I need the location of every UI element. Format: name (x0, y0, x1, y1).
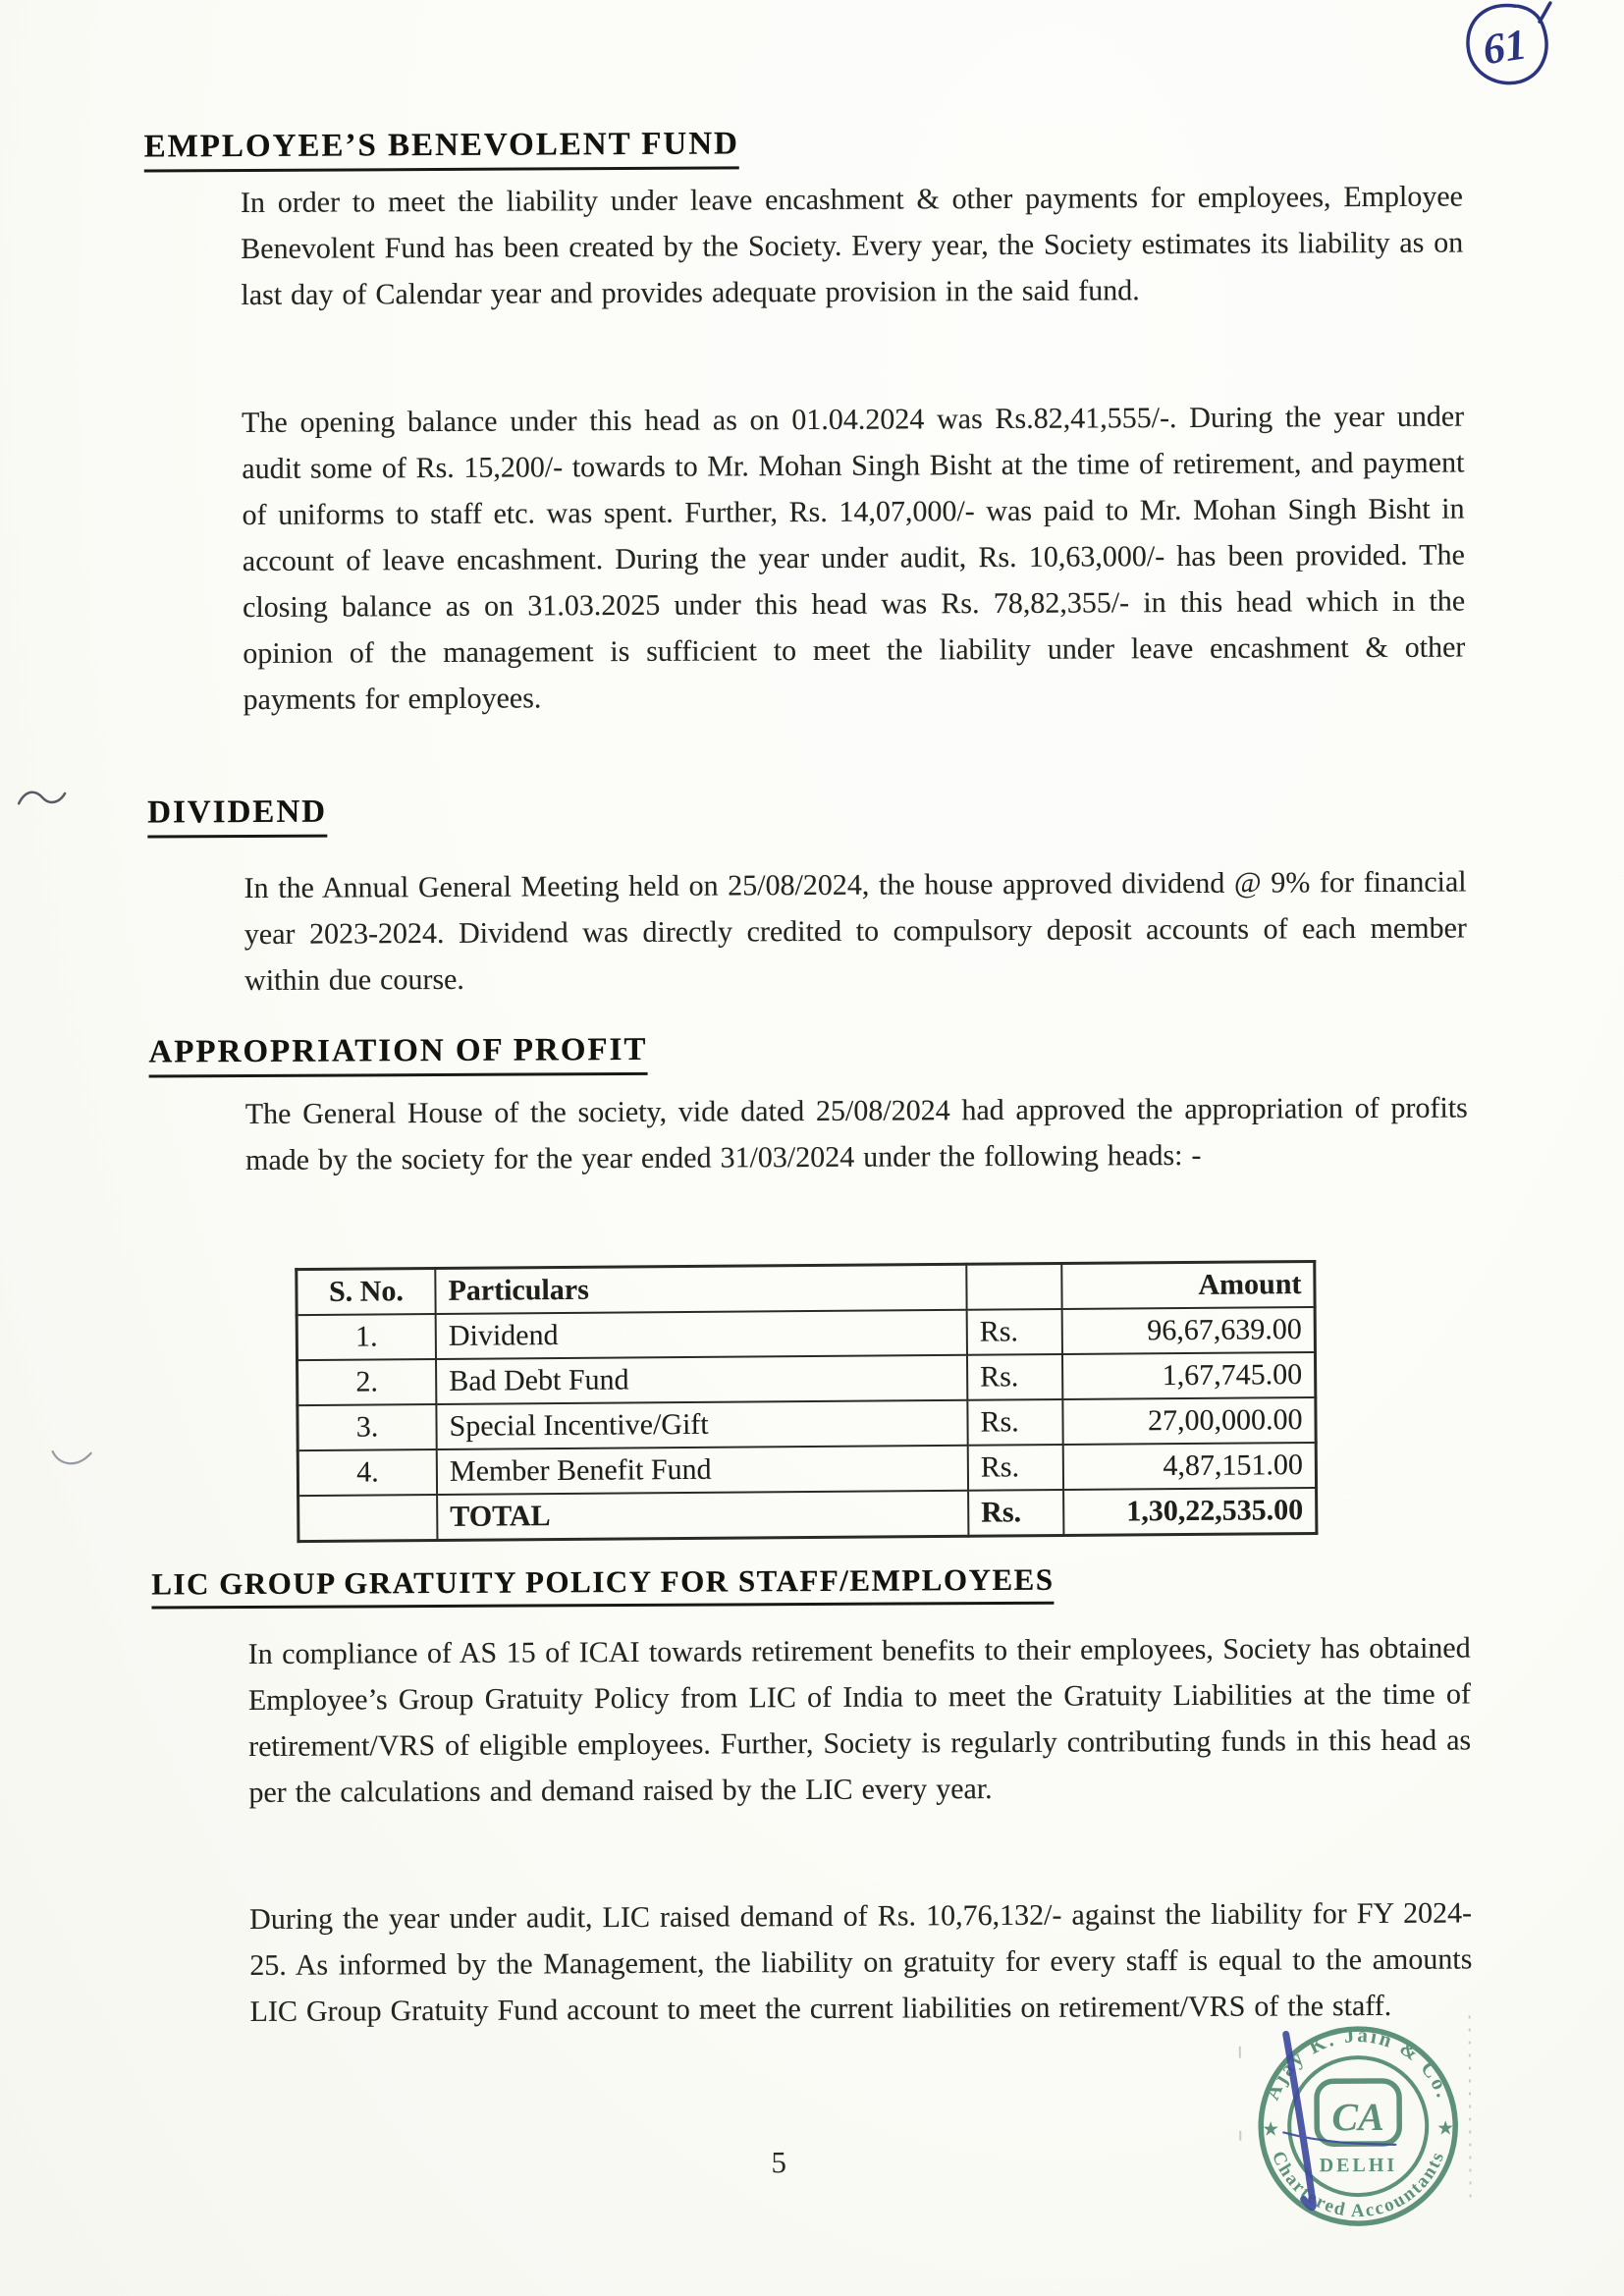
section-heading-dividend: DIVIDEND (147, 794, 327, 839)
ca-firm-stamp (1238, 2005, 1479, 2262)
paragraph-benevolent-fund-2: The opening balance under this head as on 01.04.2024 was Rs.82,41,555/-. During the year under audit some of Rs. 15,200/- towards to Mr. Mohan Singh Bisht at the time of retirement, and payment of uniforms to staff etc. was spent. Further, Rs. 14,07,000/- was paid to Mr. Mohan Singh Bisht in account of leave encashment. During the year under audit, Rs. 10,63,000/- has been provided. The closing balance as on 31.03.2025 under this head was Rs. 78,82,355/- in this head which in the opinion of the management is sufficient to meet the liability under leave encashment & other payments for employees. (242, 400, 1466, 717)
section-heading-appropriation-of-profit: APPROPRIATION OF PROFIT (148, 1032, 647, 1078)
cell-sno: 3. (298, 1404, 437, 1450)
cell-currency: Rs. (967, 1399, 1062, 1446)
cell-amount: 4,87,151.00 (1062, 1443, 1316, 1490)
cell-particulars: Bad Debt Fund (436, 1355, 967, 1404)
cell-total-label: TOTAL (437, 1491, 968, 1541)
paragraph-lic-gratuity-2: During the year under audit, LIC raised demand of Rs. 10,76,132/- against the liability for FY 2024-25. As informed by the Management, the liability on gratuity for every staff is equal to the amounts LIC Group Gratuity Fund account to meet the current liabilities on retirement/VRS of the staff. (249, 1896, 1473, 2029)
stamp-firm-name: Ajay K. Jain & Co. (1260, 2022, 1457, 2104)
table-header-row (297, 1261, 1315, 1315)
cell-particulars: Dividend (436, 1310, 967, 1359)
table-total-row (298, 1488, 1317, 1542)
section-heading-lic-gratuity: LIC GROUP GRATUITY POLICY FOR STAFF/EMPLOYEES (151, 1562, 1054, 1610)
margin-mark (49, 1444, 96, 1473)
appropriation-table (295, 1260, 1318, 1543)
margin-mark (16, 782, 69, 813)
star-icon: ★ (1436, 2117, 1455, 2140)
table-row (297, 1307, 1315, 1360)
cell-sno: 1. (297, 1314, 436, 1360)
star-icon: ★ (1262, 2118, 1280, 2141)
stamp-city: DELHI (1319, 2154, 1398, 2177)
cell-currency: Rs. (968, 1490, 1063, 1536)
paragraph-dividend: In the Annual General Meeting held on 25/08/2024, the house approved dividend @ 9% for financial year 2023-2024. Dividend was directly credited to compulsory deposit accounts of each member within due course. (244, 865, 1467, 998)
cell-amount: 1,67,745.00 (1062, 1352, 1316, 1399)
header-sno: S. No. (297, 1268, 436, 1315)
cell-currency: Rs. (968, 1445, 1063, 1491)
header-amount: Amount (1061, 1261, 1315, 1309)
ca-logo: CA (1331, 2094, 1384, 2140)
folio-digits: 61 (1480, 20, 1530, 75)
handwritten-folio-number (1453, 0, 1562, 97)
cell-currency: Rs. (967, 1354, 1062, 1400)
paragraph-lic-gratuity-1: In compliance of AS 15 of ICAI towards retirement benefits to their employees, Society has obtained Employee’s Group Gratuity Policy from LIC of India to meet the Gratuity Liabilities at the time of retirement/VRS of eligible employees. Further, Society is regularly contributing funds in this head as per the calculations and demand raised by the LIC every year. (247, 1631, 1472, 1810)
cell-currency: Rs. (967, 1309, 1062, 1355)
paragraph-benevolent-fund-1: In order to meet the liability under leave encashment & other payments for employees, Employee Benevolent Fund has been created by the Society. Every year, the Society estimates its liability as on last day of Calendar year and provides adequate provision in the said fund. (240, 180, 1464, 312)
folio-circle-tail (1540, 3, 1550, 22)
cell-sno (298, 1495, 438, 1542)
cell-amount: 27,00,000.00 (1062, 1397, 1316, 1445)
cell-particulars: Special Incentive/Gift (436, 1400, 967, 1449)
cell-amount: 96,67,639.00 (1061, 1307, 1315, 1354)
cell-particulars: Member Benefit Fund (437, 1446, 968, 1495)
table-row (298, 1397, 1316, 1450)
cell-sno: 2. (298, 1359, 437, 1405)
cell-sno: 4. (298, 1449, 437, 1496)
header-particulars: Particulars (435, 1264, 966, 1314)
paragraph-appropriation-of-profit: The General House of the society, vide dated 25/08/2024 had approved the appropriation of profits made by the society for the year ended 31/03/2024 under the following heads: - (244, 1091, 1468, 1177)
cell-total-amount: 1,30,22,535.00 (1063, 1488, 1317, 1536)
header-currency (966, 1263, 1061, 1309)
page-number: 5 (771, 2145, 786, 2180)
table-row (298, 1443, 1316, 1496)
section-heading-benevolent-fund: EMPLOYEE’S BENEVOLENT FUND (144, 126, 740, 172)
stamp-designation: Chartered Accountants (1267, 2148, 1449, 2222)
table-row (298, 1352, 1316, 1405)
